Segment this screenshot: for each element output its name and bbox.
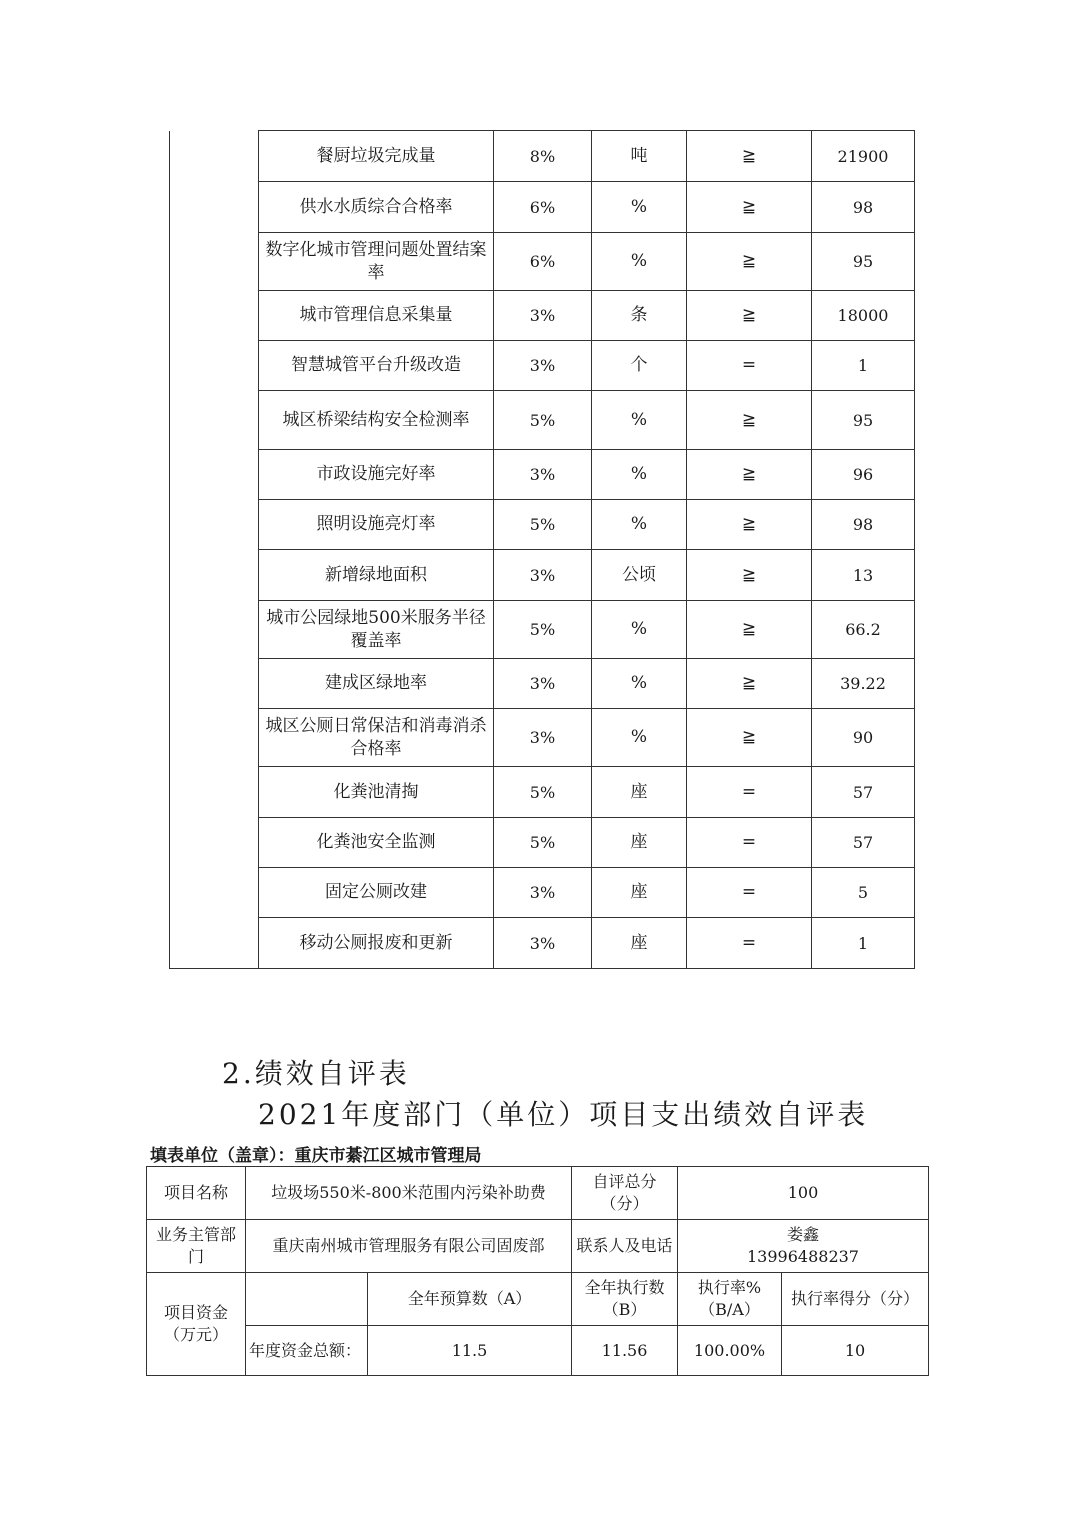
indicator-weight: 3%	[494, 550, 592, 601]
table-row	[170, 291, 915, 341]
indicator-unit: %	[592, 659, 687, 709]
indicator-operator: =	[687, 341, 812, 391]
table-row	[170, 818, 915, 868]
table-row	[170, 233, 915, 291]
indicator-value: 90	[812, 709, 915, 767]
indicator-value: 5	[812, 868, 915, 918]
indicator-operator: ≧	[687, 182, 812, 233]
table-row	[170, 767, 915, 818]
indicator-name: 城区桥梁结构安全检测率	[259, 391, 494, 450]
indicator-weight: 3%	[494, 918, 592, 969]
table-row	[170, 868, 915, 918]
indicator-unit: %	[592, 500, 687, 550]
indicator-unit: 公顷	[592, 550, 687, 601]
table-row	[147, 1273, 929, 1326]
section-title: 2.绩效自评表	[222, 1057, 410, 1090]
indicator-operator: =	[687, 818, 812, 868]
indicator-value: 39.22	[812, 659, 915, 709]
indicator-name: 城市管理信息采集量	[259, 291, 494, 341]
table-row	[170, 341, 915, 391]
indicator-value: 98	[812, 182, 915, 233]
table-row	[170, 659, 915, 709]
indicator-weight: 6%	[494, 182, 592, 233]
indicator-weight: 6%	[494, 233, 592, 291]
indicator-value: 57	[812, 818, 915, 868]
indicator-value: 57	[812, 767, 915, 818]
indicator-name: 新增绿地面积	[259, 550, 494, 601]
contact-value	[678, 1220, 929, 1273]
indicator-unit: %	[592, 601, 687, 659]
indicator-operator: ≧	[687, 709, 812, 767]
table-row	[170, 550, 915, 601]
indicator-unit: %	[592, 450, 687, 500]
indicator-name: 建成区绿地率	[259, 659, 494, 709]
project-name-label: 项目名称	[147, 1167, 246, 1220]
indicator-unit: 条	[592, 291, 687, 341]
document-title: 2021年度部门（单位）项目支出绩效自评表	[258, 1098, 869, 1131]
indicator-name: 城区公厕日常保洁和消毒消杀合格率	[259, 709, 494, 767]
dept-label: 业务主管部门	[147, 1220, 246, 1273]
annual-total-label: 年度资金总额：	[246, 1326, 368, 1376]
table-row	[170, 500, 915, 550]
indicator-value: 96	[812, 450, 915, 500]
dept-value: 重庆南州城市管理服务有限公司固废部	[246, 1220, 572, 1273]
table-row	[170, 182, 915, 233]
indicator-value: 95	[812, 391, 915, 450]
empty-header-cell	[246, 1273, 368, 1326]
indicator-name: 固定公厕改建	[259, 868, 494, 918]
indicator-unit: %	[592, 182, 687, 233]
indicator-value: 98	[812, 500, 915, 550]
indicator-value: 1	[812, 341, 915, 391]
indicator-name: 化粪池清掏	[259, 767, 494, 818]
contact-name: 娄鑫	[786, 1225, 819, 1244]
rate-score-value: 10	[782, 1326, 929, 1376]
indicator-name: 移动公厕报废和更新	[259, 918, 494, 969]
table-row	[147, 1167, 929, 1220]
indicator-operator: ≧	[687, 391, 812, 450]
indicator-operator: ≧	[687, 550, 812, 601]
rate-score-header: 执行率得分（分）	[782, 1273, 929, 1326]
rate-value: 100.00%	[678, 1326, 782, 1376]
indicator-operator: ≧	[687, 233, 812, 291]
indicator-operator: ≧	[687, 500, 812, 550]
indicator-weight: 5%	[494, 818, 592, 868]
total-score-label: 自评总分（分）	[572, 1167, 678, 1220]
indicator-value: 18000	[812, 291, 915, 341]
table-row	[147, 1326, 929, 1376]
indicator-operator: ≧	[687, 601, 812, 659]
table-row	[170, 918, 915, 969]
table-row	[170, 601, 915, 659]
indicator-name: 城市公园绿地500米服务半径覆盖率	[259, 601, 494, 659]
indicator-table-body	[170, 131, 915, 969]
indicator-name: 照明设施亮灯率	[259, 500, 494, 550]
table-row	[147, 1220, 929, 1273]
merged-category-cell	[170, 131, 259, 969]
table-row	[170, 391, 915, 450]
indicator-unit: %	[592, 709, 687, 767]
indicator-weight: 3%	[494, 659, 592, 709]
indicator-operator: =	[687, 868, 812, 918]
indicator-weight: 3%	[494, 450, 592, 500]
indicator-operator: =	[687, 918, 812, 969]
indicator-unit: %	[592, 391, 687, 450]
indicator-operator: ≧	[687, 131, 812, 182]
budget-header: 全年预算数（A）	[368, 1273, 572, 1326]
indicator-weight: 8%	[494, 131, 592, 182]
table-row	[170, 709, 915, 767]
indicator-weight: 3%	[494, 868, 592, 918]
indicator-unit: 座	[592, 818, 687, 868]
total-score-value: 100	[678, 1167, 929, 1220]
indicator-unit: 座	[592, 868, 687, 918]
indicator-unit: 座	[592, 767, 687, 818]
indicator-operator: =	[687, 767, 812, 818]
indicator-weight: 3%	[494, 291, 592, 341]
indicator-value: 66.2	[812, 601, 915, 659]
indicator-value: 13	[812, 550, 915, 601]
indicator-name: 数字化城市管理问题处置结案率	[259, 233, 494, 291]
contact-phone: 13996488237	[747, 1247, 859, 1266]
indicator-name: 餐厨垃圾完成量	[259, 131, 494, 182]
indicator-weight: 5%	[494, 767, 592, 818]
indicator-unit: 个	[592, 341, 687, 391]
funds-label: 项目资金（万元）	[147, 1273, 246, 1376]
indicator-name: 智慧城管平台升级改造	[259, 341, 494, 391]
contact-label: 联系人及电话	[572, 1220, 678, 1273]
indicator-name: 市政设施完好率	[259, 450, 494, 500]
indicator-unit: 座	[592, 918, 687, 969]
exec-header: 全年执行数（B）	[572, 1273, 678, 1326]
indicator-weight: 5%	[494, 500, 592, 550]
indicator-name: 供水水质综合合格率	[259, 182, 494, 233]
indicator-weight: 5%	[494, 601, 592, 659]
indicator-weight: 3%	[494, 709, 592, 767]
indicator-unit: 吨	[592, 131, 687, 182]
indicator-operator: ≧	[687, 450, 812, 500]
indicator-value: 95	[812, 233, 915, 291]
filler-unit: 填表单位（盖章）：重庆市綦江区城市管理局	[150, 1146, 482, 1166]
self-evaluation-table	[146, 1166, 929, 1376]
indicator-name: 化粪池安全监测	[259, 818, 494, 868]
indicator-operator: ≧	[687, 659, 812, 709]
table-row	[170, 131, 915, 182]
indicator-operator: ≧	[687, 291, 812, 341]
indicator-value: 21900	[812, 131, 915, 182]
indicator-weight: 5%	[494, 391, 592, 450]
indicator-table	[169, 130, 915, 969]
project-name-value: 垃圾场550米-800米范围内污染补助费	[246, 1167, 572, 1220]
indicator-unit: %	[592, 233, 687, 291]
rate-header: 执行率%（B/A）	[678, 1273, 782, 1326]
indicator-value: 1	[812, 918, 915, 969]
budget-value: 11.5	[368, 1326, 572, 1376]
exec-value: 11.56	[572, 1326, 678, 1376]
table-row	[170, 450, 915, 500]
indicator-weight: 3%	[494, 341, 592, 391]
